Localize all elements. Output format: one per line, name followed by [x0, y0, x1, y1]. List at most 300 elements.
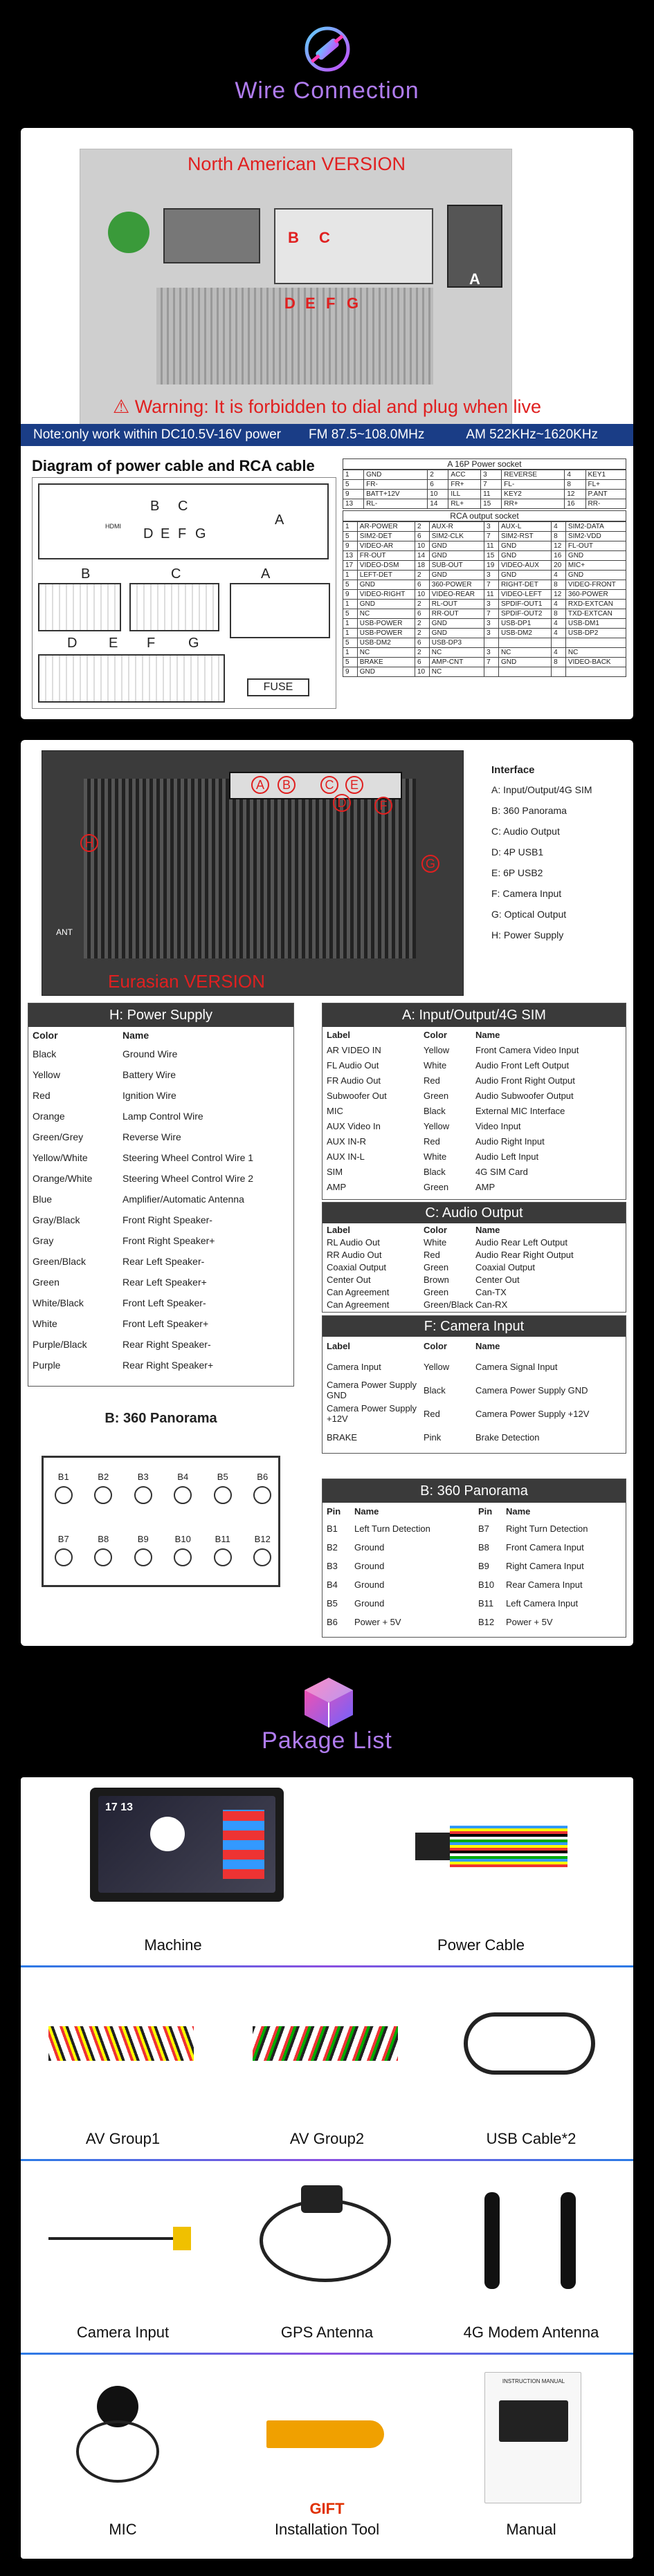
plug-b-label: B	[288, 229, 299, 246]
screen-app-grid	[223, 1810, 264, 1879]
rca-cell: 12	[552, 541, 566, 551]
panorama-name: Left Camera Input	[506, 1598, 579, 1609]
power-supply-row	[28, 1334, 293, 1355]
pin-label: B3	[137, 1472, 149, 1482]
rca-cell: VIDEO-DSM	[357, 561, 415, 571]
rca-row	[343, 522, 626, 532]
camera-table	[322, 1315, 626, 1454]
package-title: Pakage List	[262, 1727, 392, 1754]
rca-cell: 18	[415, 561, 429, 571]
audio-name: Coaxial Output	[475, 1261, 535, 1272]
rca-cell: USB-DM2	[357, 638, 415, 648]
rca-row	[343, 629, 626, 638]
diagram-d: D	[143, 526, 154, 541]
camera-name: Brake Detection	[475, 1431, 540, 1443]
io-row	[323, 1042, 626, 1057]
interface-item: A: Input/Output/4G SIM	[491, 784, 592, 795]
power-supply-row	[28, 1272, 293, 1292]
rca-cell: USB-DP3	[429, 638, 484, 648]
panorama-row	[323, 1575, 474, 1594]
rca-cell: USB-POWER	[357, 619, 415, 629]
power-socket-cell: 4	[565, 470, 585, 480]
pry-tool	[266, 2420, 384, 2448]
diagram-hdmi: HDMI	[105, 523, 121, 530]
mic-image	[35, 2372, 208, 2496]
av-group2-image	[239, 1985, 412, 2109]
panorama-pin-diagram	[28, 1404, 294, 1639]
audio-row	[323, 1286, 626, 1298]
diagram-f2: F	[147, 636, 156, 651]
rca-cell: 8	[552, 609, 566, 619]
av-group1-image	[35, 1985, 208, 2109]
panorama-pin: B1	[327, 1523, 338, 1534]
rca-cell: GND	[357, 580, 415, 590]
wire-name: Amplifier/Automatic Antenna	[122, 1194, 244, 1205]
rca-cell: 2	[415, 522, 429, 532]
audio-color-header: Color	[424, 1224, 447, 1235]
wire-name: Rear Left Speaker+	[122, 1277, 207, 1288]
diagram-b: B	[150, 499, 160, 514]
audio-color: White	[424, 1236, 447, 1248]
io-color: White	[424, 1059, 447, 1071]
rca-row	[343, 571, 626, 580]
power-socket-cell: ILL	[448, 490, 481, 499]
warning-text: Warning: It is forbidden to dial and plug when live	[134, 396, 542, 417]
panorama-row	[474, 1594, 626, 1613]
rca-cell: USB-DM1	[565, 619, 626, 629]
audio-table	[322, 1202, 626, 1313]
panorama-connector-outline	[42, 1456, 280, 1587]
power-note: Note:only work within DC10.5V-16V power	[33, 427, 282, 442]
rca-cell: RL-OUT	[429, 600, 484, 609]
manual-cover-title: INSTRUCTION MANUAL	[502, 2378, 565, 2384]
rca-cell: NC	[429, 667, 484, 677]
pin-slot	[247, 1534, 278, 1566]
panorama-row	[474, 1575, 626, 1594]
rca-cell: 7	[484, 580, 499, 590]
audio-name: Can-RX	[475, 1299, 508, 1310]
modem-antenna-2	[561, 2192, 576, 2289]
io-name: Video Input	[475, 1120, 521, 1131]
panorama-name: Power + 5V	[354, 1617, 401, 1627]
rca-cell: GND	[565, 571, 626, 580]
audio-label: Can Agreement	[327, 1299, 390, 1310]
rca-cell	[552, 638, 566, 648]
rca-cell: 1	[343, 571, 358, 580]
rca-cell: 1	[343, 619, 358, 629]
pin-hole	[55, 1548, 73, 1566]
pano-name-header-right: Name	[506, 1505, 531, 1517]
io-row	[323, 1179, 626, 1194]
warning-row	[21, 396, 633, 418]
camera-input-plug	[173, 2227, 191, 2250]
audio-row	[323, 1248, 626, 1261]
rca-row	[343, 532, 626, 541]
panorama-name: Rear Camera Input	[506, 1579, 583, 1590]
rca-cell: NC	[429, 648, 484, 658]
rca-cell: VIDEO-FRONT	[565, 580, 626, 590]
rca-cell: 4	[552, 648, 566, 658]
rca-cell: VIDEO-AUX	[498, 561, 551, 571]
port-e-marker: E	[345, 776, 363, 794]
rca-cell: FL-OUT	[565, 541, 626, 551]
av2-cables	[253, 2026, 398, 2061]
rca-cell: GND	[498, 658, 551, 667]
wire-name: Front Left Speaker-	[122, 1297, 206, 1308]
io-color: Black	[424, 1166, 446, 1177]
wire-color: Red	[33, 1090, 51, 1101]
audio-name-header: Name	[475, 1224, 500, 1235]
ps-name-header: Name	[122, 1030, 149, 1041]
pin-label: B1	[57, 1472, 69, 1482]
rca-cell: 3	[484, 619, 499, 629]
wire-name: Lamp Control Wire	[122, 1111, 203, 1122]
power-socket-cell: 5	[343, 480, 364, 490]
wire-color: Orange	[33, 1111, 65, 1122]
wire-color: Yellow	[33, 1069, 60, 1080]
power-socket-cell: P.ANT	[585, 490, 626, 499]
panorama-pin: B9	[478, 1561, 489, 1571]
camera-row	[323, 1425, 626, 1449]
modem-antenna-image	[443, 2178, 616, 2303]
rca-cell	[484, 638, 499, 648]
rca-cell: GND	[498, 551, 551, 561]
rca-cell: 15	[484, 551, 499, 561]
pin-label: B10	[174, 1534, 191, 1544]
audio-row	[323, 1273, 626, 1286]
panorama-pin: B6	[327, 1617, 338, 1627]
rca-cell: NC	[357, 648, 415, 658]
interface-list	[491, 764, 630, 950]
rca-row	[343, 600, 626, 609]
rca-row	[343, 541, 626, 551]
audio-row	[323, 1298, 626, 1310]
wire-name: Front Left Speaker+	[122, 1318, 209, 1329]
power-supply-row	[28, 1210, 293, 1230]
usb-cable-label: USB Cable*2	[486, 2130, 576, 2147]
rca-cell: RXD-EXTCAN	[565, 600, 626, 609]
rca-cell: NC	[565, 648, 626, 658]
audio-label: Can Agreement	[327, 1286, 390, 1297]
rca-cell: GND	[429, 541, 484, 551]
ant-label: ANT	[56, 927, 73, 937]
rca-cell: 6	[415, 638, 429, 648]
rca-cell: 12	[552, 590, 566, 600]
panorama-pin: B7	[478, 1523, 489, 1534]
rca-cell: 13	[343, 551, 358, 561]
pano-pin-header-left: Pin	[327, 1505, 341, 1517]
io-color: Green	[424, 1181, 449, 1192]
panorama-title: B: 360 Panorama	[323, 1479, 626, 1503]
power-socket-cell: 11	[481, 490, 502, 499]
panorama-name: Front Camera Input	[506, 1542, 584, 1553]
rca-cell: LEFT-DET	[357, 571, 415, 580]
rca-cell: 7	[484, 658, 499, 667]
wire-name: Rear Right Speaker+	[122, 1360, 214, 1371]
power-socket-cell: 15	[481, 499, 502, 509]
plug-c-label: C	[319, 229, 330, 246]
audio-color: Green	[424, 1261, 449, 1272]
pin-slot	[247, 1472, 278, 1504]
rca-cell: 9	[343, 667, 358, 677]
wire-color: White	[33, 1318, 57, 1329]
rca-cell: GND	[498, 541, 551, 551]
pin-hole	[94, 1548, 112, 1566]
rca-cell: AUX-L	[498, 522, 551, 532]
rca-cell: 3	[484, 600, 499, 609]
wire-name: Reverse Wire	[122, 1131, 181, 1142]
panorama-row	[474, 1613, 626, 1631]
power-supply-row	[28, 1230, 293, 1251]
rca-cell: 360-POWER	[429, 580, 484, 590]
panorama-name: Ground	[354, 1579, 385, 1590]
power-cable-label: Power Cable	[437, 1936, 525, 1954]
diagram-f: F	[178, 526, 187, 541]
installation-tool-image	[239, 2372, 412, 2496]
port-d-marker: D	[333, 794, 351, 812]
eurasian-heat-sink	[84, 779, 416, 958]
diagram-g: G	[195, 526, 206, 541]
screen-clock: 17 13	[105, 1801, 134, 1813]
io-row	[323, 1164, 626, 1179]
power-supply-row	[28, 1127, 293, 1147]
manual-image	[484, 2372, 581, 2503]
io-label: AMP	[327, 1181, 347, 1192]
camera-label: Camera Power Supply GND	[327, 1380, 417, 1400]
panorama-name: Left Turn Detection	[354, 1523, 430, 1534]
power-socket-cell: KEY1	[585, 470, 626, 480]
pin-label: B2	[98, 1472, 109, 1482]
version-label: North American VERSION	[187, 154, 406, 174]
io-name: Audio Left Input	[475, 1151, 539, 1162]
diagram-a2: A	[261, 566, 271, 582]
rca-cell: GND	[357, 600, 415, 609]
interface-item: H: Power Supply	[491, 929, 564, 940]
wire-color: Green/Grey	[33, 1131, 84, 1142]
rca-cell: 4	[552, 522, 566, 532]
wire-name: Rear Left Speaker-	[122, 1256, 205, 1267]
rca-cell: GND	[429, 551, 484, 561]
power-socket-cell: 7	[481, 480, 502, 490]
rca-cell: 2	[415, 648, 429, 658]
rca-cell: SIM2-DET	[357, 532, 415, 541]
io-label: AUX IN-L	[327, 1151, 365, 1162]
rca-cell: 5	[343, 609, 358, 619]
power-plug	[415, 1833, 450, 1860]
mic-cable	[76, 2420, 159, 2483]
rca-cell: 17	[343, 561, 358, 571]
pin-slot	[128, 1472, 158, 1504]
panorama-table	[322, 1479, 626, 1638]
panorama-name: Power + 5V	[506, 1617, 553, 1627]
rca-cell: USB-DP2	[565, 629, 626, 638]
power-socket-cell: ACC	[448, 470, 481, 480]
rca-cell: GND	[429, 571, 484, 580]
wire-color: Orange/White	[33, 1173, 93, 1184]
power-supply-row	[28, 1044, 293, 1064]
camera-color: Black	[424, 1384, 446, 1396]
diagram-title: Diagram of power cable and RCA cable	[32, 457, 315, 474]
power-supply-row	[28, 1085, 293, 1106]
audio-color: Red	[424, 1249, 440, 1260]
io-name: Front Camera Video Input	[475, 1044, 579, 1055]
wire-color: Black	[33, 1048, 57, 1059]
pin-slot	[167, 1534, 198, 1566]
io-row	[323, 1149, 626, 1164]
camera-name: Camera Power Supply +12V	[475, 1408, 590, 1419]
io-row	[323, 1088, 626, 1103]
io-color: Yellow	[424, 1044, 450, 1055]
io-title: A: Input/Output/4G SIM	[323, 1003, 626, 1027]
machine-label: Machine	[144, 1936, 202, 1954]
audio-label: Coaxial Output	[327, 1261, 386, 1272]
power-socket-cell: RL+	[448, 499, 481, 509]
power-socket-cell: 6	[428, 480, 448, 490]
io-label-header: Label	[327, 1029, 350, 1040]
rca-cell: 10	[415, 541, 429, 551]
camera-label: BRAKE	[327, 1431, 358, 1443]
power-socket-cell: FR+	[448, 480, 481, 490]
rca-cell: AR-POWER	[357, 522, 415, 532]
camera-label: Camera Input	[327, 1361, 381, 1372]
power-wires	[450, 1826, 567, 1867]
camera-color: Pink	[424, 1431, 442, 1443]
pin-slot	[48, 1534, 79, 1566]
camera-label: Camera Power Supply +12V	[327, 1403, 417, 1424]
camera-input-image	[35, 2178, 208, 2303]
usb-cable-image	[443, 1985, 616, 2109]
rca-cell: USB-DM2	[498, 629, 551, 638]
rca-cell: SPDIF-OUT1	[498, 600, 551, 609]
modem-antenna-1	[484, 2192, 500, 2289]
io-name: AMP	[475, 1181, 496, 1192]
pin-label: B8	[98, 1534, 109, 1544]
rca-cell: SPDIF-OUT2	[498, 609, 551, 619]
power-socket-cell: 2	[428, 470, 448, 480]
rca-cell: VIDEO-BACK	[565, 658, 626, 667]
rca-cell: BRAKE	[357, 658, 415, 667]
pin-slot	[88, 1534, 118, 1566]
io-color: Yellow	[424, 1120, 450, 1131]
panorama-name: Ground	[354, 1598, 385, 1609]
interface-item: E: 6P USB2	[491, 867, 543, 878]
rca-row	[343, 609, 626, 619]
rca-cell: 4	[552, 629, 566, 638]
rca-cell: 3	[484, 648, 499, 658]
rca-cell: VIDEO-RIGHT	[357, 590, 415, 600]
port-b-marker: B	[278, 776, 296, 794]
pin-label: B6	[257, 1472, 269, 1482]
wire-color: Gray	[33, 1235, 54, 1246]
rca-cell: 16	[552, 551, 566, 561]
pin-hole	[214, 1548, 232, 1566]
io-row	[323, 1073, 626, 1088]
io-row	[323, 1118, 626, 1133]
rca-cell: 3	[484, 522, 499, 532]
power-socket-cell: REVERSE	[502, 470, 565, 480]
power-socket-cell: RL-	[364, 499, 428, 509]
rca-cell	[565, 638, 626, 648]
pin-hole	[134, 1486, 152, 1504]
rca-cell: 6	[415, 658, 429, 667]
rca-cell: 360-POWER	[565, 590, 626, 600]
rca-cell: SIM2-VDD	[565, 532, 626, 541]
wire-name: Steering Wheel Control Wire 1	[122, 1152, 254, 1163]
separator-3	[21, 2353, 633, 2355]
io-name: External MIC Interface	[475, 1105, 565, 1116]
rca-cell: 1	[343, 522, 358, 532]
rca-cell: 2	[415, 619, 429, 629]
panorama-pin: B2	[327, 1542, 338, 1553]
wire-name: Ignition Wire	[122, 1090, 176, 1101]
pin-label: B12	[254, 1534, 271, 1544]
panorama-row	[323, 1538, 474, 1557]
wire-name: Rear Right Speaker-	[122, 1339, 211, 1350]
rca-cell: 11	[484, 590, 499, 600]
gps-antenna-label: GPS Antenna	[280, 2324, 374, 2341]
separator-2	[21, 2159, 633, 2161]
wire-name: Ground Wire	[122, 1048, 178, 1059]
pin-label: B11	[215, 1534, 230, 1544]
rca-cell: 4	[552, 600, 566, 609]
io-row	[323, 1103, 626, 1118]
io-table	[322, 1003, 626, 1200]
power-socket-cell: RR-	[585, 499, 626, 509]
panorama-name: Right Turn Detection	[506, 1523, 588, 1534]
panorama-diagram-title: B: 360 Panorama	[105, 1411, 217, 1426]
camera-title: F: Camera Input	[323, 1316, 626, 1337]
rca-cell: 4	[552, 571, 566, 580]
rca-cell: 6	[415, 580, 429, 590]
power-socket-cell: 12	[565, 490, 585, 499]
pin-hole	[55, 1486, 73, 1504]
audio-title: C: Audio Output	[323, 1203, 626, 1223]
manual-label: Manual	[506, 2521, 556, 2538]
audio-label: Center Out	[327, 1274, 371, 1285]
power-socket-cell: 16	[565, 499, 585, 509]
power-socket-row	[343, 470, 626, 480]
rca-cell: FR-OUT	[357, 551, 415, 561]
package-card	[21, 1777, 633, 2559]
rca-cell: VIDEO-AR	[357, 541, 415, 551]
rca-cell: 5	[343, 638, 358, 648]
usb-cable-loop	[464, 2012, 595, 2075]
wire-color: White/Black	[33, 1297, 84, 1308]
io-name: 4G SIM Card	[475, 1166, 528, 1177]
machine-image	[90, 1788, 284, 1902]
panorama-row	[474, 1538, 626, 1557]
pin-hole	[94, 1486, 112, 1504]
io-color: Green	[424, 1090, 449, 1101]
wire-name: Steering Wheel Control Wire 2	[122, 1173, 254, 1184]
pin-label: B9	[137, 1534, 149, 1544]
rca-cell: AUX-R	[429, 522, 484, 532]
io-color: Black	[424, 1105, 446, 1116]
rca-cell: SIM2-DATA	[565, 522, 626, 532]
camera-color: Red	[424, 1408, 440, 1419]
panorama-pin: B5	[327, 1598, 338, 1609]
eurasian-version-label: Eurasian VERSION	[108, 971, 265, 992]
panorama-pin: B11	[478, 1598, 494, 1609]
rca-socket-table	[343, 521, 626, 677]
pin-label: B5	[217, 1472, 228, 1482]
pin-slot	[88, 1472, 118, 1504]
power-socket-title: A 16P Power socket	[343, 458, 626, 470]
camera-color-header: Color	[424, 1340, 447, 1351]
power-supply-row	[28, 1106, 293, 1127]
screen-app-icon	[150, 1817, 185, 1851]
rca-cell: 2	[415, 571, 429, 580]
